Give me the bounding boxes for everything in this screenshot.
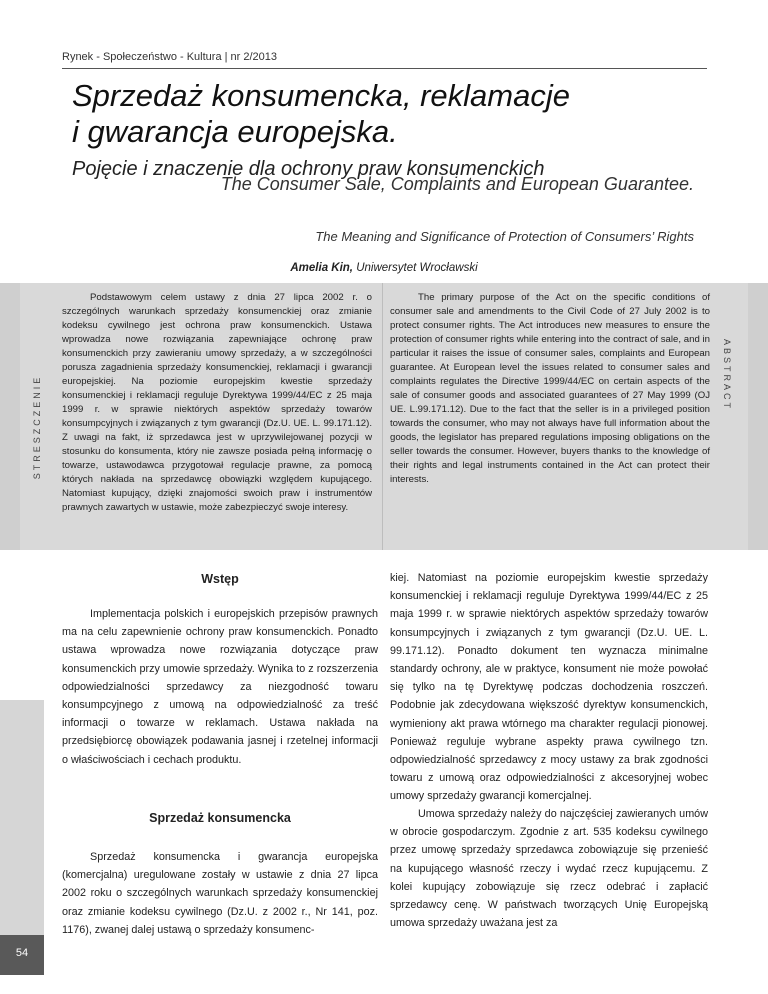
- article-subtitle: Pojęcie i znaczenie dla ochrony praw konsumenckich: [72, 158, 545, 180]
- abstract-column-divider: [382, 283, 383, 550]
- author-line: [0, 262, 768, 274]
- section-heading-sale: Sprzedaż konsumencka: [149, 811, 291, 825]
- page-number: 54: [15, 947, 29, 959]
- abstract-label-box: [720, 340, 734, 440]
- abstract-left-strip: [0, 283, 20, 550]
- abstract-right-strip: [748, 283, 768, 550]
- streszczenie-label: STRESZCZENIE: [32, 374, 42, 480]
- author-name: Amelia Kin,: [290, 262, 354, 274]
- abstract-english: The primary purpose of the Act on the specific conditions of consumer sale and amendments to the Civil Code of 27 July 2002 is to protect consumer rights. The Act introduces new measures to ensure the protection of consumer rights while entering into the contract of sale, and in particular it raises the issue of consumer sales, complaints and European guarantee. At European level the issues related to consumer sales and complaints regulates the Directive 1999/44/EC on certain aspects of the sale of consumer goods and associated guarantees of 27 May 1999 (OJ UE. L.99.171.12). Due to the fact that the seller is in a privileged position towards the consumer, who may not always have full information about the goods, the legislator has prepared regulations imposing obligations on the seller towards the consumer. However, buyers thanks to the knowledge of their rights and legal instruments contained in the Act can protect their interests.: [390, 292, 710, 485]
- article-title-line-2: i gwarancja europejska.: [72, 114, 398, 149]
- english-subtitle: The Meaning and Significance of Protection of Consumers’ Rights: [315, 229, 694, 244]
- margin-bar: [0, 700, 44, 935]
- article-title-line-1: Sprzedaż konsumencka, reklamacje: [72, 78, 570, 113]
- english-title: The Consumer Sale, Complaints and European Guarantee.: [220, 174, 694, 194]
- right-paragraph-2: Umowa sprzedaży należy do najczęściej zawieranych umów w obrocie gospodarczym. Zgodnie z art. 535 kodeksu cywilnego przez umowę sprzedaży sprzedawca zobowiązuje się przenieść na kupującego własność rzeczy i wydać rzecz kupującemu. Z kolei kupujący zobowiązuje się rzecz odebrać i zapłacić sprzedawcy cenę. W państwach tworzących Unię Europejską umowa sprzedaży uważana jest za: [390, 808, 708, 930]
- header-rule: [62, 68, 707, 69]
- right-paragraph-1: kiej. Natomiast na poziomie europejskim kwestie sprzedaży konsumenckiej i reklamacji reguluje Dyrektywa 1999/44/EC z 25 maja 1999 r. w sprawie niektórych aspektów sprzedaży towarów konsumpcyjnych i związanych z tym gwarancji (Dz.U. UE. L. 99.171.12). Ponadto dokument ten wyznacza minimalne standardy ochrony, ale w praktyce, konsument nie może powołać się tylko na tę Dyrektywę podczas dochodzenia roszczeń. Podobnie jak zdecydowana większość dyrektyw konsumenckich, wymieniony akt prawa wtórnego ma charakter regulacji pionowej. Ponieważ reguluje wybrane aspekty prawa cywilnego tzn. odpowiedzialność sprzedawcy z mocy ustawy za brak zgodności towaru z umową oraz odpowiedzialności z akcesoryjnej wobec umowy sprzedaży gwarancji komercjalnej.: [390, 572, 708, 803]
- section-heading-intro: Wstęp: [201, 572, 239, 586]
- intro-paragraph: Implementacja polskich i europejskich przepisów prawnych ma na celu zapewnienie ochrony praw konsumenckich. Ponadto ustawa wprowadza nowe rozwiązania dotyczące praw konsumenckich przy umowie sprzedaży. Wynika to z rozszerzenia odpowiedzialności sprzedawcy za niezgodność towaru konsumpcyjnego z umową na odpowiedzialność za treść informacji o towarze w reklamach. Ustawa nakłada na przedsiębiorcę obowiązek podawania jasnej i rzetelnej informacji o właściwościach i cechach produktu.: [62, 608, 378, 766]
- author-affiliation: Uniwersytet Wrocławski: [353, 262, 478, 274]
- journal-header: Rynek - Społeczeństwo - Kultura | nr 2/2013: [62, 51, 278, 63]
- article-title: [72, 78, 692, 150]
- abstract-polish: Podstawowym celem ustawy z dnia 27 lipca 2002 r. o szczególnych warunkach sprzedaży konsumenckiej oraz zmianie kodeksu cywilnego jest ochrona praw konsumenckich. Ustawa wprowadza nowe rozwiązania zapewniające ochronę praw konsumenckich przy zawieraniu umowy sprzedaży, a w szczególności porusza zagadnienia sprzedaży konsumenckiej, reklamacji i gwarancji europejskiej. Na poziomie europejskim kwestie sprzedaży konsumenckiej i reklamacji reguluje Dyrektywa 1999/44/EC z 25 maja 1999 r. w sprawie niektórych aspektów sprzedaży towarów konsumpcyjnych i związanych z tym gwarancji (Dz.U. UE. L. 99.171.12). Z uwagi na fakt, iż sprzedawca jest w uprzywilejowanej pozycji w stosunku do konsumenta, który nie zawsze posiada pełną informację o towarze, ustawodawca przygotował regulacje prawne, za pomocą których nakłada na sprzedawcę obowiązki względem kupującego. Natomiast kupujący, dzięki znajomości swoich praw i instrumentów prawnych zawartych w ustawie, może zabezpieczyć swoje interesy.: [62, 292, 372, 513]
- abstract-label: ABSTRACT: [722, 338, 732, 411]
- sale-paragraph-1: Sprzedaż konsumencka i gwarancja europejska (komercjalna) uregulowane zostały w ustawie z dnia 27 lipca 2002 roku o szczególnych warunkach sprzedaży konsumenckiej oraz zmianie kodeksu cywilnego (Dz.U. z 2002 r., Nr 141, poz. 1176), zwanej dalej ustawą o sprzedaży konsumenc-: [62, 851, 378, 936]
- streszczenie-label-box: [28, 374, 42, 480]
